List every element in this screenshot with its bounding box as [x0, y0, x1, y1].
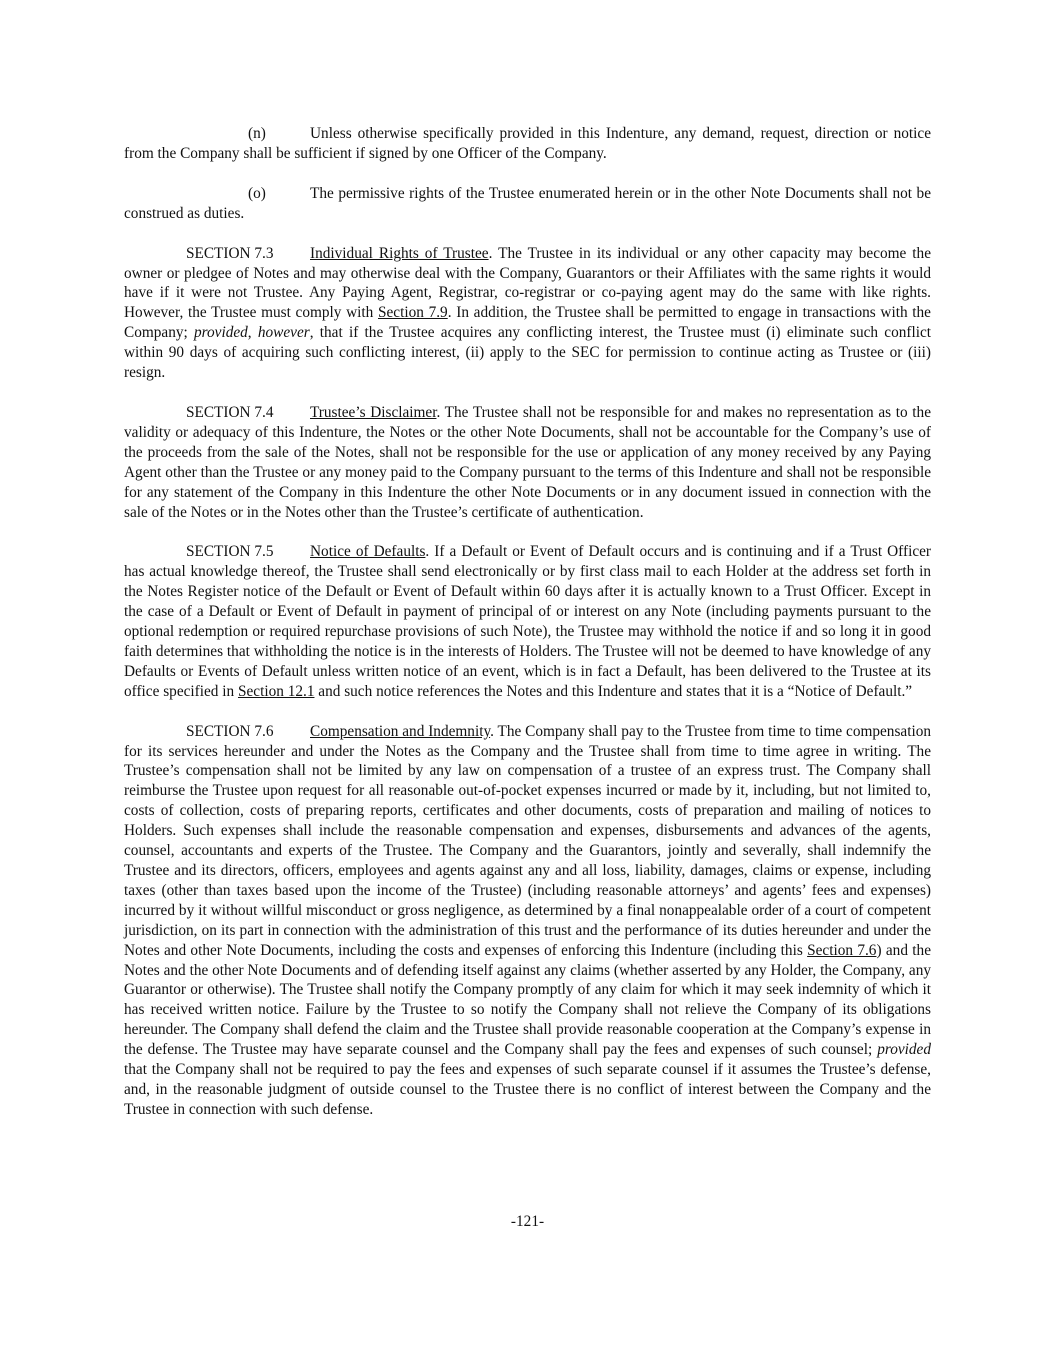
section-text: . If a Default or Event of Default occurs and is continuing and if a Trust Officer has actual knowledge thereof, the Trustee shall send electronically or by first class mail to each Holder at the address set forth in the Notes Register notice of the Default or Event of Default within 60 days after it is actually known to a Trust Officer. Except in the case of a Default or Event of Default in payment of principal of or interest on any Note (including payments pursuant to the optional redemption or required repurchase provisions of such Note), the Trustee may withhold the notice if and so long it in good faith determines that withholding the notice is in the interests of Holders. The Trustee will not be deemed to have knowledge of any Defaults or Events of Default unless written notice of an event, which is in fact a Default, has been delivered to the Trustee at its office specified in [124, 543, 931, 700]
section-heading: Individual Rights of Trustee [310, 244, 489, 262]
section-7-6 [124, 722, 931, 1120]
section-text: . The Trustee in its individual or any other capacity may become the owner or pledgee of Notes and may otherwise deal with the Company, Guarantors or their Affiliates with the same rights it would have if it were not Trustee. Any Paying Agent, Registrar, co-registrar or co-paying agent may do the same with like rights. However, the Trustee must comply with [124, 244, 931, 322]
paragraph-marker: (o) [248, 184, 266, 202]
page-number: -121- [510, 1213, 545, 1230]
section-text: ) and the Notes and the other Note Documents and of defending itself against any claims (whether asserted by any Holder, the Company, any Guarantor or otherwise). The Trustee shall notify the Company promptly of any claim for which it may seek indemnity of which it has received written notice. Failure by the Trustee to so notify the Company shall not relieve the Company of its obligations hereunder. The Company shall defend the claim and the Trustee shall provide reasonable cooperation at the Company’s expense in the defense. The Trustee may have separate counsel and the Company shall pay the fees and expenses of such counsel; [124, 941, 931, 1059]
document-page [124, 124, 931, 1140]
section-text: , [247, 324, 258, 342]
section-7-3 [124, 244, 931, 383]
section-heading: Compensation and Indemnity [310, 722, 491, 740]
section-reference: Section 7.9 [378, 304, 448, 322]
italic-term: however [257, 324, 310, 342]
section-reference: Section 12.1 [237, 682, 315, 700]
section-heading: Trustee’s Disclaimer [310, 403, 437, 421]
paragraph-marker: (n) [248, 125, 266, 142]
section-text: . In addition, the Trustee shall be permitted to engage in transactions with the Company; [124, 304, 931, 342]
section-number: SECTION 7.5 [186, 543, 274, 561]
italic-term: provided [877, 1041, 931, 1059]
section-text: , that if the Trustee acquires any conflicting interest, the Trustee must (i) eliminate such conflict within 90 days of acquiring such conflicting interest, (ii) apply to the SEC for permission to continue acting as Trustee or (iii) resign. [124, 324, 931, 382]
section-text: and such notice references the Notes and this Indenture and states that it is a “Notice of Default.” [314, 682, 913, 700]
section-number: SECTION 7.3 [186, 244, 274, 262]
section-text: . The Company shall pay to the Trustee from time to time compensation for its services hereunder and under the Notes as the Company and the Trustee shall from time to time agree in writing. The Trustee’s compensation shall not be limited by any law on compensation of a trustee of an express trust. The Company shall reimburse the Trustee upon request for all reasonable out-of-pocket expenses incurred or made by it, including, but not limited to, costs of collection, costs of preparing reports, certificates and other documents, costs of preparation and mailing of notices to Holders. Such expenses shall include the reasonable compensation and expenses, disbursements and advances of the agents, counsel, accountants and experts of the Trustee. The Company and the Guarantors, jointly and severally, shall indemnify the Trustee and its directors, officers, employees and agents against any and all loss, liability, damages, claims or expense, including taxes (other than taxes based upon the income of the Trustee) (including reasonable attorneys’ and agents’ fees and expenses) incurred by it without willful misconduct or gross negligence, as determined by a final nonappealable order of a court of competent jurisdiction, on its part in connection with the administration of this trust and the performance of its duties hereunder and under the Notes and other Note Documents, including the costs and expenses of enforcing this Indenture (including this [124, 722, 931, 959]
section-number: SECTION 7.6 [186, 722, 274, 740]
section-text: . The Trustee shall not be responsible for and makes no representation as to the validity or adequacy of this Indenture, the Notes or the other Note Documents, shall not be accountable for the Company’s use of the proceeds from the sale of the Notes, shall not be responsible for the use or application of any money received by any Paying Agent other than the Trustee or any money paid to the Company pursuant to the terms of this Indenture and shall not be responsible for any statement of the Company in this Indenture the other Note Documents or in any document issued in connection with the sale of the Notes or in the Notes other than the Trustee’s certificate of authentication. [124, 403, 931, 521]
paragraph-text: The permissive rights of the Trustee enumerated herein or in the other Note Documents shall not be construed as duties. [124, 184, 931, 222]
section-heading: Notice of Defaults [310, 543, 426, 561]
paragraph-n [124, 124, 931, 164]
paragraph-text: Unless otherwise specifically provided in this Indenture, any demand, request, direction or notice from the Company shall be sufficient if signed by one Officer of the Company. [124, 125, 931, 162]
section-number: SECTION 7.4 [186, 403, 274, 421]
section-7-4 [124, 403, 931, 522]
section-text: that the Company shall not be required to pay the fees and expenses of such separate counsel if it assumes the Trustee’s defense, and, in the reasonable judgment of outside counsel to the Trustee there is no conflict of interest between the Company and the Trustee in connection with such defense. [124, 1061, 931, 1118]
paragraph-o [124, 184, 931, 224]
section-7-5 [124, 542, 931, 701]
italic-term: provided [193, 324, 248, 342]
section-reference: Section 7.6 [807, 941, 877, 959]
